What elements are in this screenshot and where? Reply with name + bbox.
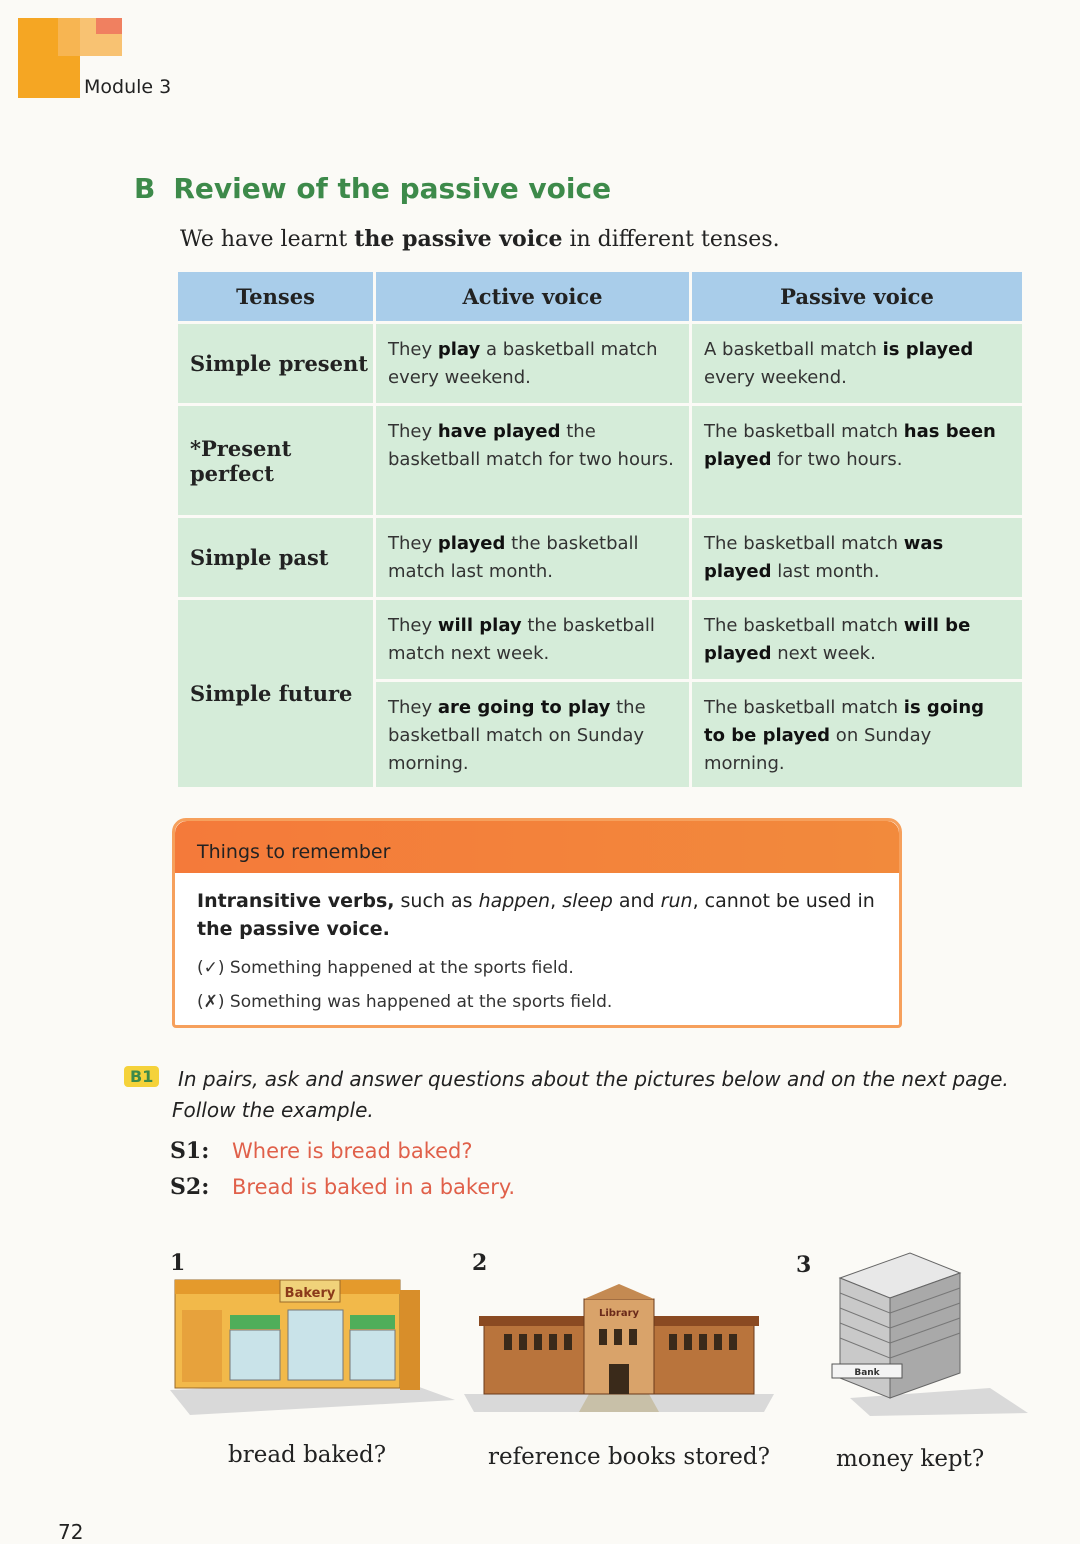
module-label: Module 3: [84, 76, 172, 98]
picture-caption: money kept?: [836, 1446, 985, 1472]
table-row: They are going to play the basketball match on Sunday morning. The basketball match is going to be played on Sunday morning.: [376, 682, 1022, 790]
picture-caption: reference books stored?: [488, 1444, 770, 1470]
picture-caption: bread baked?: [228, 1442, 387, 1468]
library-illustration: [464, 1284, 774, 1414]
table-row: Simple present They play a basketball match every weekend. A basketball match is played every weekend.: [178, 324, 1022, 406]
bakery-sign: Bakery: [284, 1286, 336, 1301]
dialogue-s2: S2: Bread is baked in a bakery.: [170, 1174, 515, 1200]
picture-number: 3: [796, 1252, 812, 1278]
exercise-tag: B1: [124, 1066, 159, 1087]
things-to-remember-box: [172, 818, 902, 1028]
wrong-example: (✗) Something was happened at the sports field.: [197, 992, 613, 1012]
remember-rule: Intransitive verbs, such as happen, sleep and run, cannot be used in the passive voice.: [197, 890, 875, 940]
exercise-instruction: In pairs, ask and answer questions about the pictures below and on the next page. Follow the example.: [172, 1067, 1009, 1122]
section-title: [134, 172, 611, 205]
header-active: Active voice: [376, 272, 692, 324]
library-sign: Library: [598, 1308, 640, 1319]
correct-example: (✓) Something happened at the sports field.: [197, 958, 574, 978]
header-passive: Passive voice: [692, 272, 1022, 324]
bank-illustration: [830, 1248, 1030, 1418]
tenses-table: [178, 272, 1022, 790]
bank-sign: Bank: [854, 1368, 880, 1378]
table-row-simple-future: Simple future They will play the basketball match next week. The basketball match will be played next week. They are going to play the basketball match on Sunday morning. The basketball match is going to be played on Sunday morning.: [178, 600, 1022, 790]
section-letter: B: [134, 172, 156, 205]
remember-title: Things to remember: [175, 821, 899, 873]
page-number: 72: [58, 1520, 84, 1544]
dialogue-s1: S1: Where is bread baked?: [170, 1138, 473, 1164]
table-header-row: [178, 272, 1022, 324]
table-row: *Present perfect They have played the basketball match for two hours. The basketball match has been played for two hours.: [178, 406, 1022, 518]
picture-number: 1: [170, 1250, 186, 1276]
section-title-text: Review of the passive voice: [173, 172, 612, 205]
picture-number: 2: [472, 1250, 488, 1276]
intro-text: We have learnt the passive voice in different tenses.: [180, 226, 780, 252]
table-row: They will play the basketball match next week. The basketball match will be played next week.: [376, 600, 1022, 682]
header-tenses: Tenses: [178, 272, 376, 324]
bakery-illustration: [170, 1270, 455, 1420]
table-row: Simple past They played the basketball match last month. The basketball match was played last month.: [178, 518, 1022, 600]
